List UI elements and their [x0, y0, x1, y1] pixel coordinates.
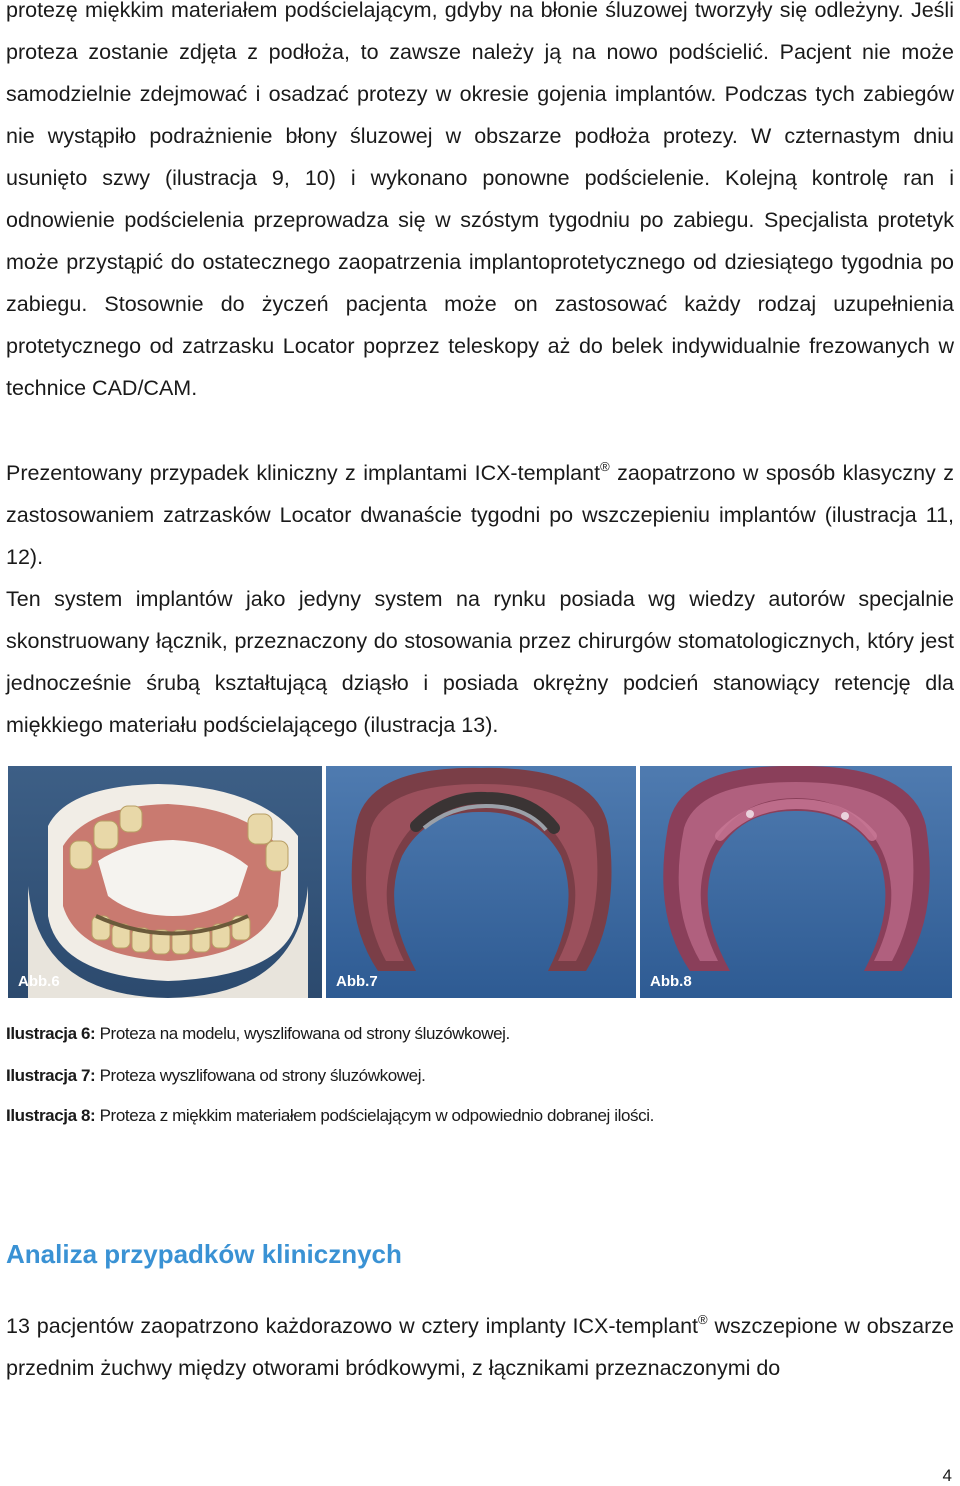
- illustration-strip: [8, 766, 952, 998]
- denture-soft-liner-image: [640, 766, 952, 998]
- caption-label: Ilustracja 7:: [6, 1066, 96, 1085]
- caption-label: Ilustracja 6:: [6, 1024, 96, 1043]
- paragraph-analysis-text: 13 pacjentów zaopatrzono każdorazowo w cztery implanty ICX-templant: [6, 1314, 699, 1338]
- illustration-6-label: Abb.6: [18, 973, 60, 990]
- caption-text: Proteza z miękkim materiałem podścielającym w odpowiednio dobranej ilości.: [95, 1106, 654, 1125]
- caption-text: Proteza na modelu, wyszlifowana od strony śluzówkowej.: [95, 1024, 510, 1043]
- paragraph-case-text: Prezentowany przypadek kliniczny z implantami ICX-templant: [6, 461, 601, 485]
- caption-label: Ilustracja 8:: [6, 1106, 96, 1125]
- paragraph-case: [6, 452, 954, 578]
- illustration-7-photo: [326, 766, 636, 998]
- paragraph-healing: protezę miękkim materiałem podścielającym, gdyby na błonie śluzowej tworzyły się odleżyny. Jeśli proteza zostanie zdjęta z podłoża, to zawsze należy ją na nowo podścielić. Pacjent nie może samodzielnie zdejmować i osadzać protezy w okresie gojenia implantów. Podczas tych zabiegów nie wystąpiło podrażnienie błony śluzowej w obszarze podłoża protezy. W czternastym dniu usunięto szwy (ilustracja 9, 10) i wykonano ponowne podścielenie. Kolejną kontrolę ran i odnowienie podścielenia przeprowadza się w szóstym tygodniu po zabiegu. Specjalista protetyk może przystąpić do ostatecznego zaopatrzenia implantoprotetycznego od dziesiątego tygodnia po zabiegu. Stosownie do życzeń pacjenta może on zastosować każdy rodzaj uzupełnienia protetycznego od zatrzasku Locator poprzez teleskopy aż do belek indywidualnie frezowanych w technice CAD/CAM.: [6, 0, 954, 400]
- denture-ground-image: [326, 766, 636, 998]
- paragraph-case-text-cont: zaopatrzono w sposób klasyczny z zastosowaniem zatrzasków Locator dwanaście tygodni po wszczepieniu implantów (ilustracja 11, 12).: [6, 461, 954, 569]
- caption-illustration-7: [6, 1066, 954, 1086]
- paragraph-analysis-text-cont: wszczepione w obszarze przednim żuchwy między otworami bródkowymi, z łącznikami przeznaczonymi do: [6, 1314, 954, 1380]
- illustration-6-photo: [8, 766, 322, 998]
- illustration-8-label: Abb.8: [650, 973, 692, 990]
- section-heading: Analiza przypadków klinicznych: [6, 1239, 402, 1269]
- caption-illustration-8: [6, 1106, 954, 1126]
- caption-text: Proteza wyszlifowana od strony śluzówkowej.: [95, 1066, 426, 1085]
- registered-mark: ®: [698, 1312, 708, 1327]
- illustration-7-label: Abb.7: [336, 973, 378, 990]
- caption-illustration-6: [6, 1024, 954, 1044]
- illustration-8-photo: [640, 766, 952, 998]
- paragraph-analysis: [6, 1305, 954, 1389]
- paragraph-system: Ten system implantów jako jedyny system na rynku posiada wg wiedzy autorów specjalnie skonstruowany łącznik, przeznaczony do stosowania przez chirurgów stomatologicznych, który jest jednocześnie śrubą kształtującą dziąsło i posiada okrężny podcień stanowiący retencję dla miękkiego materiału podścielającego (ilustracja 13).: [6, 587, 954, 737]
- denture-on-model-image: [8, 766, 322, 998]
- registered-mark: ®: [600, 459, 610, 474]
- page-number: 4: [942, 1466, 952, 1485]
